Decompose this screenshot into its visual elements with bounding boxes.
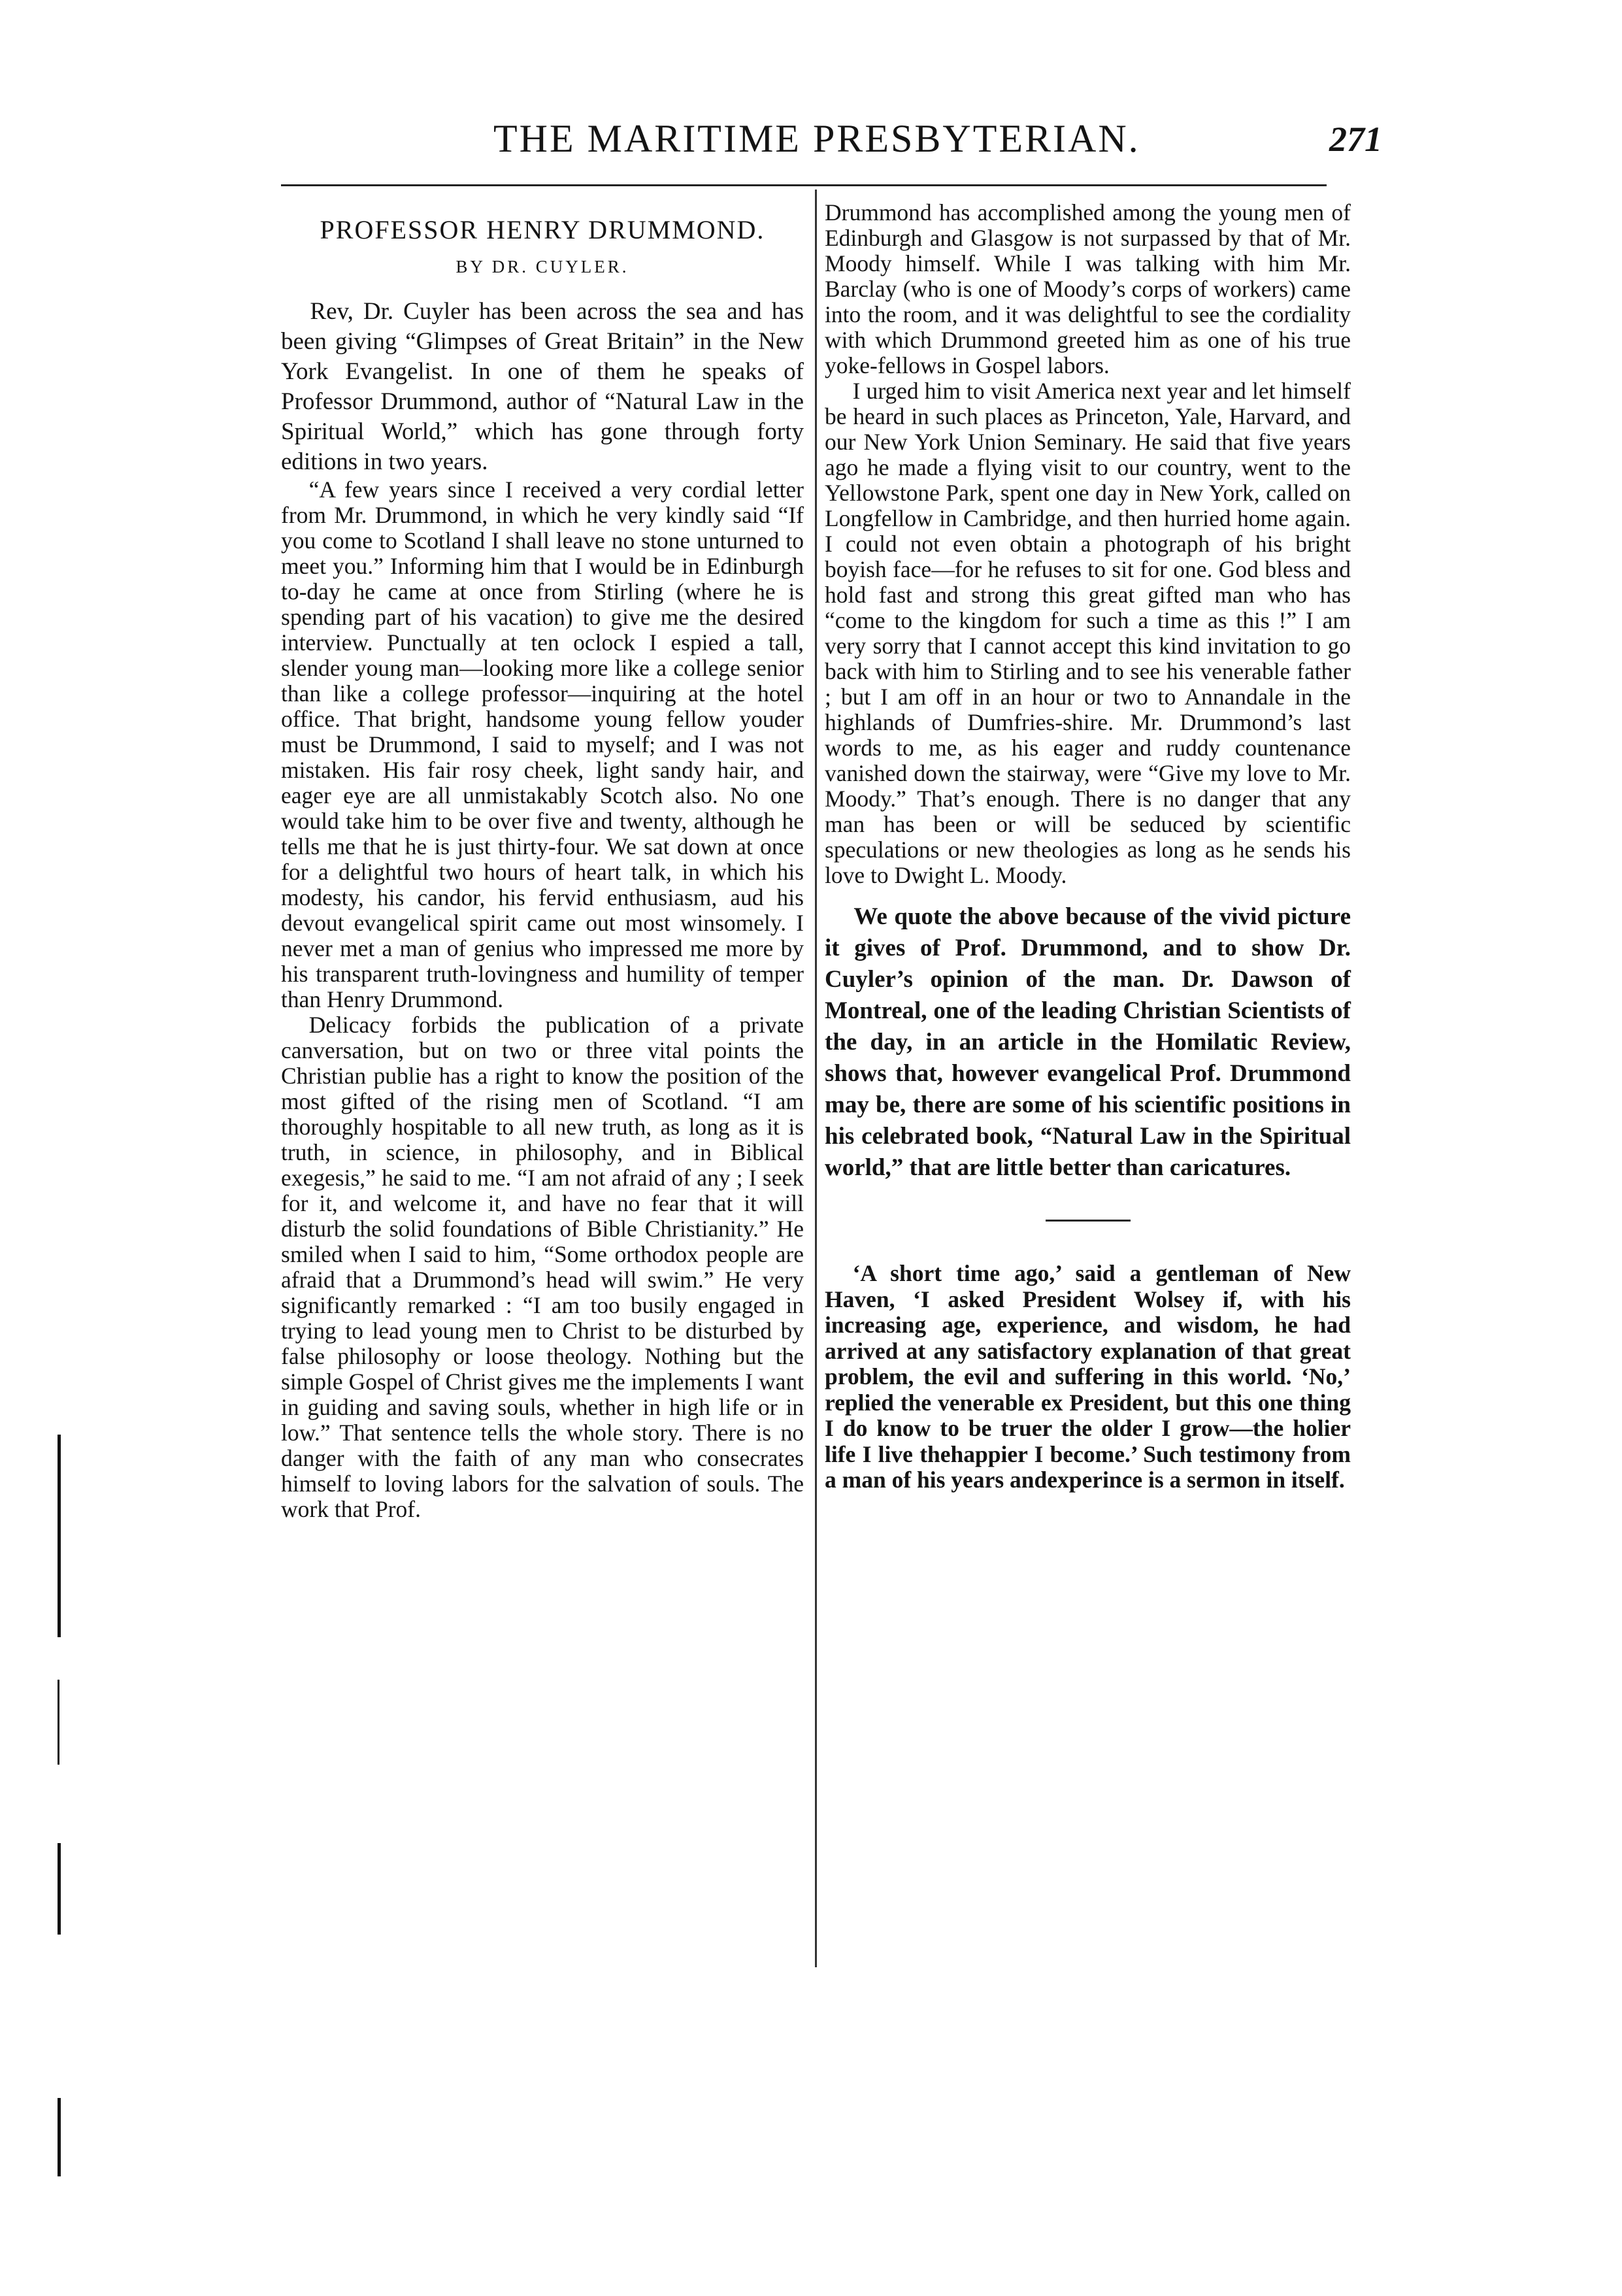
header-rule <box>281 184 1327 186</box>
article-paragraph: Delicacy forbids the publication of a private canversation, but on two or three vital points the Christian publie has a right to know the position of the most gifted of the rising men of Scotland. “I am thoroughly hospitable to all new truth, as long as it is truth, in science, in philosophy, and in Biblical exegesis,” he said to me. “I am not afraid of any ; I seek for it, and welcome it, and have no fear that it will disturb the solid foundations of Bible Christianity.” He smiled when I said to him, “Some orthodox people are afraid that a Drummond’s head will swim.” He very significantly remarked : “I am too busily engaged in trying to lead young men to Christ to be disturbed by false philosophy or loose theology. Nothing but the simple Gospel of Christ gives me the implements I want in guiding and saving souls, whether in high life or in low.” That sentence tells the whole story. There is no danger with the faith of any man who consecrates himself to loving labors for the salvation of souls. The work that Prof. <box>281 1012 804 1522</box>
page-header <box>493 116 1382 169</box>
article-paragraph: Drummond has accomplished among the young men of Edinburgh and Glasgow is not surpassed by that of Mr. Moody himself. While I was talking with him Mr. Barclay (who is one of Moody’s corps of workers) came into the room, and it was delightful to see the cordiality with which Drummond greeted him as one of his true yoke-fellows in Gospel labors. <box>825 199 1351 378</box>
right-column <box>825 200 1351 1493</box>
margin-binding-mark <box>58 1435 61 1637</box>
section-separator <box>1046 1220 1131 1222</box>
margin-binding-mark <box>58 1680 59 1765</box>
article-paragraph: I urged him to visit America next year and let himself be heard in such places as Princeton, Yale, Harvard, and our New York Union Seminary. He said that five years ago he made a flying visit to our country, went to the Yellowstone Park, spent one day in New York, called on Longfellow in Cambridge, and then hurried home again. I could not even obtain a photograph of his bright boyish face—for he refuses to sit for one. God bless and hold fast and strong this great gifted man who has “come to the kingdom for such a time as this !” I am very sorry that I cannot accept this kind invitation to go back with him to Stirling and to see his venerable father ; but I am off in an hour or two to Annandale in the highlands of Dumfries-shire. Mr. Drummond’s last words to me, as his eager and ruddy countenance vanished down the stairway, were “Give my love to Mr. Moody.” That’s enough. There is no danger that any man has been or will be seduced by scientific speculations or new theologies as long as he sends his love to Dwight L. Moody. <box>825 378 1351 888</box>
editorial-comment: We quote the above because of the vivid picture it gives of Prof. Drummond, and to show Dr. Cuyler’s opinion of the man. Dr. Dawson of Montreal, one of the leading Christian Scientists of the day, in an article in the Homilatic Review, shows that, however evangelical Prof. Drummond may be, there are some of his scientific positions in his celebrated book, “Natural Law in the Spiritual world,” that are little better than caricatures. <box>825 903 1351 1181</box>
article-intro: Rev, Dr. Cuyler has been across the sea and has been giving “Glimpses of Great Britain” in the New York Evangelist. In one of them he speaks of Professor Drummond, author of “Natural Law in the Spiritual World,” which has gone through forty editions in two years. <box>281 298 804 475</box>
margin-binding-mark <box>58 2098 61 2176</box>
publication-title: THE MARITIME PRESBYTERIAN. <box>493 117 1140 160</box>
anecdote-paragraph: ‘A short time ago,’ said a gentleman of New Haven, ‘I asked President Wolsey if, with his increasing age, experience, and wisdom, he had arrived at any satisfactory explanation of that great problem, the evil and suffering in this world. ‘No,’ replied the venerable ex President, but this one thing I do know to be truer the older I grow—the holier life I live thehappier I become.’ Such testimony from a man of his years andexperince is a sermon in itself. <box>825 1260 1351 1493</box>
left-column <box>281 200 804 1522</box>
article-title: PROFESSOR HENRY DRUMMOND. <box>320 215 765 244</box>
page-number: 271 <box>1329 120 1382 159</box>
article-paragraph: “A few years since I received a very cordial letter from Mr. Drummond, in which he very kindly said “If you come to Scotland I shall leave no stone unturned to meet you.” Informing him that I would be in Edinburgh to-day he came at once from Stirling (where he is spending part of his vacation) to give me the desired interview. Punctually at ten oclock I espied a tall, slender young man—looking more like a college senior than like a college professor—inquiring at the hotel office. That bright, handsome young fellow youder must be Drummond, I said to myself; and I was not mistaken. His fair rosy cheek, light sandy hair, and eager eye are all unmistakably Scotch also. No one would take him to be over five and twenty, although he tells me that he is just thirty-four. We sat down at once for a delightful two hours of heart talk, in which his modesty, his candor, his fervid enthusiasm, aud his devout evangelical spirit came out most winsomely. I never met a man of genius who impressed me more by his transparent truth-lovingness and humility of temper than Henry Drummond. <box>281 476 804 1012</box>
margin-binding-mark <box>58 1843 61 1935</box>
column-divider <box>815 190 817 1967</box>
article-byline: BY DR. CUYLER. <box>455 257 629 276</box>
